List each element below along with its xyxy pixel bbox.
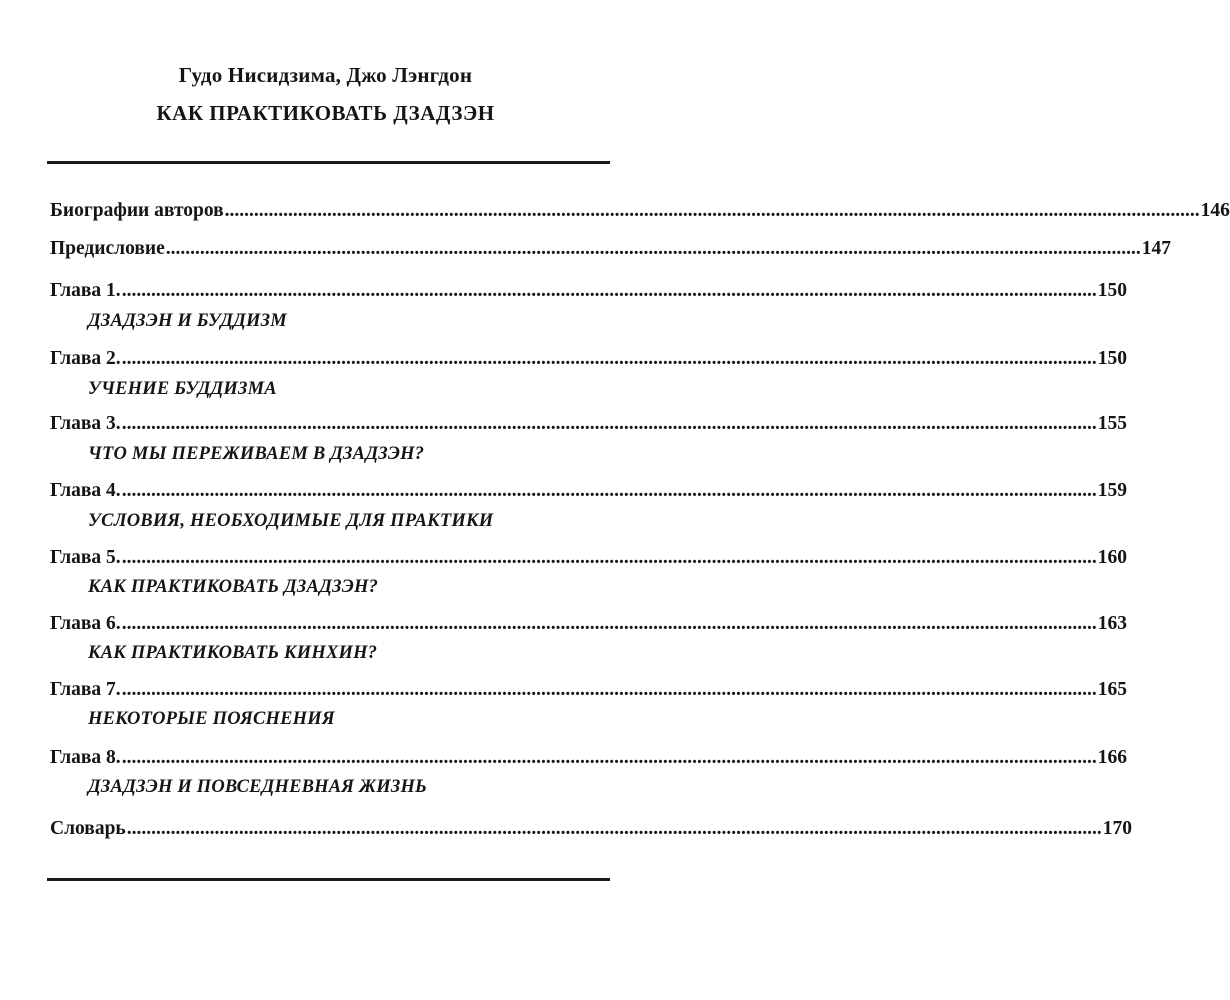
toc-entry [50,547,1127,577]
toc-entry-page: 159 [1097,480,1127,501]
bottom-divider [47,878,610,881]
toc-dot-leader: ........................................................................................................................................................................................................ [121,747,1097,768]
toc-entry-label: Глава 2. [50,348,121,369]
toc-entry-label: Предисловие [50,238,165,259]
toc-chapter-subtitle: ЧТО МЫ ПЕРЕЖИВАЕМ В ДЗАДЗЭН? [88,444,425,464]
top-divider [47,161,610,164]
toc-dot-leader: ........................................................................................................................................................................................................ [126,818,1102,839]
toc-dot-leader: ........................................................................................................................................................................................................ [121,547,1097,568]
toc-entry [50,480,1127,510]
toc-entry [50,348,1127,378]
toc-entry-page: 150 [1097,348,1127,369]
toc-entry-label: Глава 4. [50,480,121,501]
toc-dot-leader: ........................................................................................................................................................................................................ [121,679,1097,700]
toc-entry-label: Глава 6. [50,613,121,634]
toc-entry-label: Глава 5. [50,547,121,568]
toc-entry-page: 165 [1097,679,1127,700]
toc-chapter-subtitle: УЧЕНИЕ БУДДИЗМА [88,379,277,399]
toc-dot-leader: ........................................................................................................................................................................................................ [121,613,1097,634]
toc-chapter-subtitle: КАК ПРАКТИКОВАТЬ ДЗАДЗЭН? [88,577,379,597]
toc-entry-label: Биографии авторов [50,200,224,221]
toc-dot-leader: ........................................................................................................................................................................................................ [121,413,1097,434]
toc-chapter-subtitle: УСЛОВИЯ, НЕОБХОДИМЫЕ ДЛЯ ПРАКТИКИ [88,511,494,531]
toc-chapter-subtitle: НЕКОТОРЫЕ ПОЯСНЕНИЯ [88,709,335,729]
toc-entry [50,613,1127,643]
toc-entry-label: Глава 1. [50,280,121,301]
toc-chapter-subtitle: ДЗАДЗЭН И БУДДИЗМ [88,311,287,331]
toc-entry-label: Словарь [50,818,126,839]
toc-entry [50,238,1172,268]
toc-entry-page: 155 [1097,413,1127,434]
toc-entry-page: 160 [1097,547,1127,568]
toc-chapter-subtitle: КАК ПРАКТИКОВАТЬ КИНХИН? [88,643,378,663]
toc-entry-page: 170 [1102,818,1132,839]
toc-entry-page: 163 [1097,613,1127,634]
toc-entry [50,818,1132,848]
toc-entry-page: 166 [1097,747,1127,768]
toc-entry-page: 146 [1200,200,1230,221]
toc-entry [50,200,1230,230]
book-authors: Гудо Нисидзима, Джо Лэнгдон [178,63,473,87]
toc-entry-page: 147 [1141,238,1172,259]
toc-dot-leader: ........................................................................................................................................................................................................ [121,348,1097,369]
toc-entry-label: Глава 7. [50,679,121,700]
toc-chapter-subtitle: ДЗАДЗЭН И ПОВСЕДНЕВНАЯ ЖИЗНЬ [88,777,427,797]
toc-dot-leader: ........................................................................................................................................................................................................ [121,480,1097,501]
toc-dot-leader: ........................................................................................................................................................................................................ [165,238,1141,259]
toc-entry [50,679,1127,709]
toc-entry [50,280,1127,310]
book-title: КАК ПРАКТИКОВАТЬ ДЗАДЗЭН [156,101,495,125]
toc-entry [50,747,1127,777]
toc-dot-leader: ........................................................................................................................................................................................................ [121,280,1097,301]
toc-entry-label: Глава 8. [50,747,121,768]
toc-entry-label: Глава 3. [50,413,121,434]
toc-entry-page: 150 [1097,280,1127,301]
toc-entry [50,413,1127,443]
toc-dot-leader: ........................................................................................................................................................................................................ [224,200,1200,221]
